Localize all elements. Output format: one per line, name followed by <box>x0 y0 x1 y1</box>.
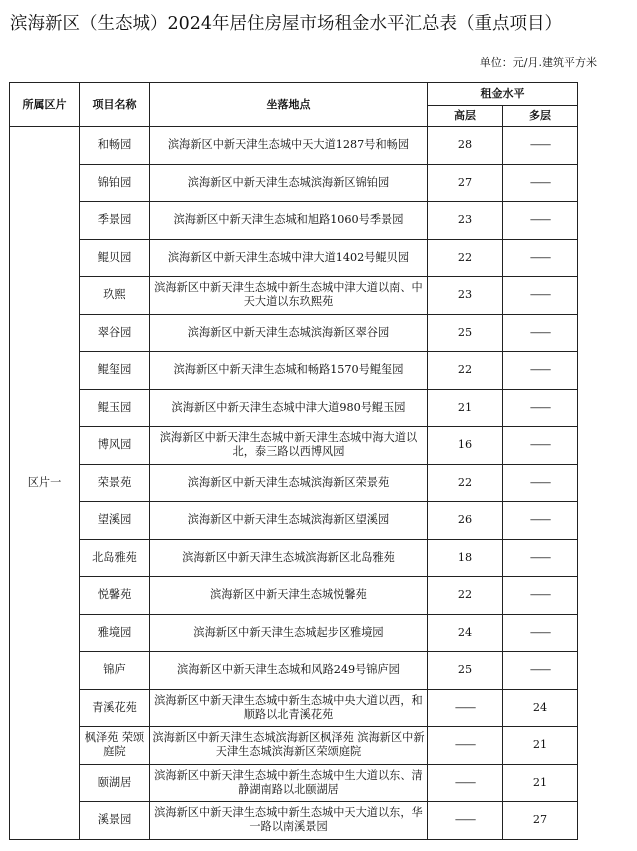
high-rise-cell: 26 <box>428 502 503 540</box>
high-rise-cell: 22 <box>428 239 503 277</box>
table-row <box>10 164 578 202</box>
project-name-cell: 锦铂园 <box>80 164 150 202</box>
multi-story-cell: —— <box>503 652 578 690</box>
header-project: 项目名称 <box>80 83 150 127</box>
header-multi-story: 多层 <box>503 106 578 127</box>
header-district: 所属区片 <box>10 83 80 127</box>
table-row <box>10 352 578 390</box>
location-cell: 滨海新区中新天津生态城中天大道1287号和畅园 <box>150 127 428 165</box>
multi-story-cell: —— <box>503 164 578 202</box>
multi-story-cell: —— <box>503 464 578 502</box>
project-name-cell: 博风园 <box>80 427 150 465</box>
table-row <box>10 577 578 615</box>
multi-story-cell: 24 <box>503 689 578 727</box>
multi-story-cell: —— <box>503 389 578 427</box>
table-row <box>10 652 578 690</box>
high-rise-cell: 25 <box>428 652 503 690</box>
multi-story-cell: —— <box>503 127 578 165</box>
location-cell: 滨海新区中新天津生态城起步区雅境园 <box>150 614 428 652</box>
location-cell: 滨海新区中新天津生态城悦馨苑 <box>150 577 428 615</box>
project-name-cell: 颐湖居 <box>80 764 150 802</box>
table-row <box>10 202 578 240</box>
project-name-cell: 荣景苑 <box>80 464 150 502</box>
multi-story-cell: —— <box>503 277 578 315</box>
table-row <box>10 502 578 540</box>
location-cell: 滨海新区中新天津生态城滨海新区望溪园 <box>150 502 428 540</box>
multi-story-cell: —— <box>503 427 578 465</box>
location-cell: 滨海新区中新天津生态城中新天津生态城中海大道以北，泰三路以西博风园 <box>150 427 428 465</box>
table-row <box>10 802 578 840</box>
location-cell: 滨海新区中新天津生态城滨海新区锦铂园 <box>150 164 428 202</box>
rent-table <box>9 82 578 840</box>
multi-story-cell: —— <box>503 239 578 277</box>
unit-note: 单位：元/月.建筑平方米 <box>479 56 597 69</box>
high-rise-cell: —— <box>428 764 503 802</box>
table-row <box>10 464 578 502</box>
table-row <box>10 127 578 165</box>
multi-story-cell: —— <box>503 539 578 577</box>
project-name-cell: 溪景园 <box>80 802 150 840</box>
location-cell: 滨海新区中新天津生态城中新生态城中津大道以南、中天大道以东玖熙苑 <box>150 277 428 315</box>
location-cell: 滨海新区中新天津生态城和旭路1060号季景园 <box>150 202 428 240</box>
table-row <box>10 314 578 352</box>
table-row <box>10 277 578 315</box>
project-name-cell: 青溪花苑 <box>80 689 150 727</box>
high-rise-cell: 22 <box>428 464 503 502</box>
high-rise-cell: 23 <box>428 202 503 240</box>
multi-story-cell: 21 <box>503 727 578 765</box>
location-cell: 滨海新区中新天津生态城中新生态城中天大道以东，华一路以南溪景园 <box>150 802 428 840</box>
table-body <box>10 127 578 840</box>
table-row <box>10 727 578 765</box>
project-name-cell: 鲲玉园 <box>80 389 150 427</box>
high-rise-cell: 22 <box>428 577 503 615</box>
location-cell: 滨海新区中新天津生态城中新生态城中央大道以西，和顺路以北青溪花苑 <box>150 689 428 727</box>
multi-story-cell: —— <box>503 352 578 390</box>
high-rise-cell: 27 <box>428 164 503 202</box>
table-row <box>10 614 578 652</box>
high-rise-cell: 25 <box>428 314 503 352</box>
district-cell: 区片一 <box>10 127 80 840</box>
multi-story-cell: 27 <box>503 802 578 840</box>
high-rise-cell: —— <box>428 689 503 727</box>
table-row <box>10 427 578 465</box>
project-name-cell: 锦庐 <box>80 652 150 690</box>
table-row <box>10 239 578 277</box>
project-name-cell: 望溪园 <box>80 502 150 540</box>
project-name-cell: 季景园 <box>80 202 150 240</box>
high-rise-cell: —— <box>428 802 503 840</box>
table-row <box>10 689 578 727</box>
multi-story-cell: —— <box>503 614 578 652</box>
location-cell: 滨海新区中新天津生态城和畅路1570号鲲玺园 <box>150 352 428 390</box>
location-cell: 滨海新区中新天津生态城中新生态城中生大道以东、清静湖南路以北颐湖居 <box>150 764 428 802</box>
high-rise-cell: 24 <box>428 614 503 652</box>
header-location: 坐落地点 <box>150 83 428 127</box>
table-row <box>10 764 578 802</box>
high-rise-cell: —— <box>428 727 503 765</box>
page-title: 滨海新区（生态城）2024年居住房屋市场租金水平汇总表（重点项目） <box>10 14 563 34</box>
project-name-cell: 鲲玺园 <box>80 352 150 390</box>
project-name-cell: 翠谷园 <box>80 314 150 352</box>
project-name-cell: 和畅园 <box>80 127 150 165</box>
project-name-cell: 北岛雅苑 <box>80 539 150 577</box>
project-name-cell: 枫泽苑 荣颂庭院 <box>80 727 150 765</box>
location-cell: 滨海新区中新天津生态城滨海新区翠谷园 <box>150 314 428 352</box>
high-rise-cell: 21 <box>428 389 503 427</box>
project-name-cell: 鲲贝园 <box>80 239 150 277</box>
table-row <box>10 539 578 577</box>
location-cell: 滨海新区中新天津生态城和风路249号锦庐园 <box>150 652 428 690</box>
table-row <box>10 389 578 427</box>
header-rent-level: 租金水平 <box>428 83 578 106</box>
project-name-cell: 悦馨苑 <box>80 577 150 615</box>
location-cell: 滨海新区中新天津生态城滨海新区荣景苑 <box>150 464 428 502</box>
location-cell: 滨海新区中新天津生态城滨海新区枫泽苑 滨海新区中新天津生态城滨海新区荣颂庭院 <box>150 727 428 765</box>
location-cell: 滨海新区中新天津生态城中津大道1402号鲲贝园 <box>150 239 428 277</box>
high-rise-cell: 18 <box>428 539 503 577</box>
location-cell: 滨海新区中新天津生态城滨海新区北岛雅苑 <box>150 539 428 577</box>
project-name-cell: 雅境园 <box>80 614 150 652</box>
multi-story-cell: —— <box>503 202 578 240</box>
multi-story-cell: —— <box>503 502 578 540</box>
location-cell: 滨海新区中新天津生态城中津大道980号鲲玉园 <box>150 389 428 427</box>
project-name-cell: 玖熙 <box>80 277 150 315</box>
high-rise-cell: 16 <box>428 427 503 465</box>
high-rise-cell: 22 <box>428 352 503 390</box>
high-rise-cell: 28 <box>428 127 503 165</box>
header-high-rise: 高层 <box>428 106 503 127</box>
high-rise-cell: 23 <box>428 277 503 315</box>
multi-story-cell: —— <box>503 577 578 615</box>
multi-story-cell: 21 <box>503 764 578 802</box>
multi-story-cell: —— <box>503 314 578 352</box>
